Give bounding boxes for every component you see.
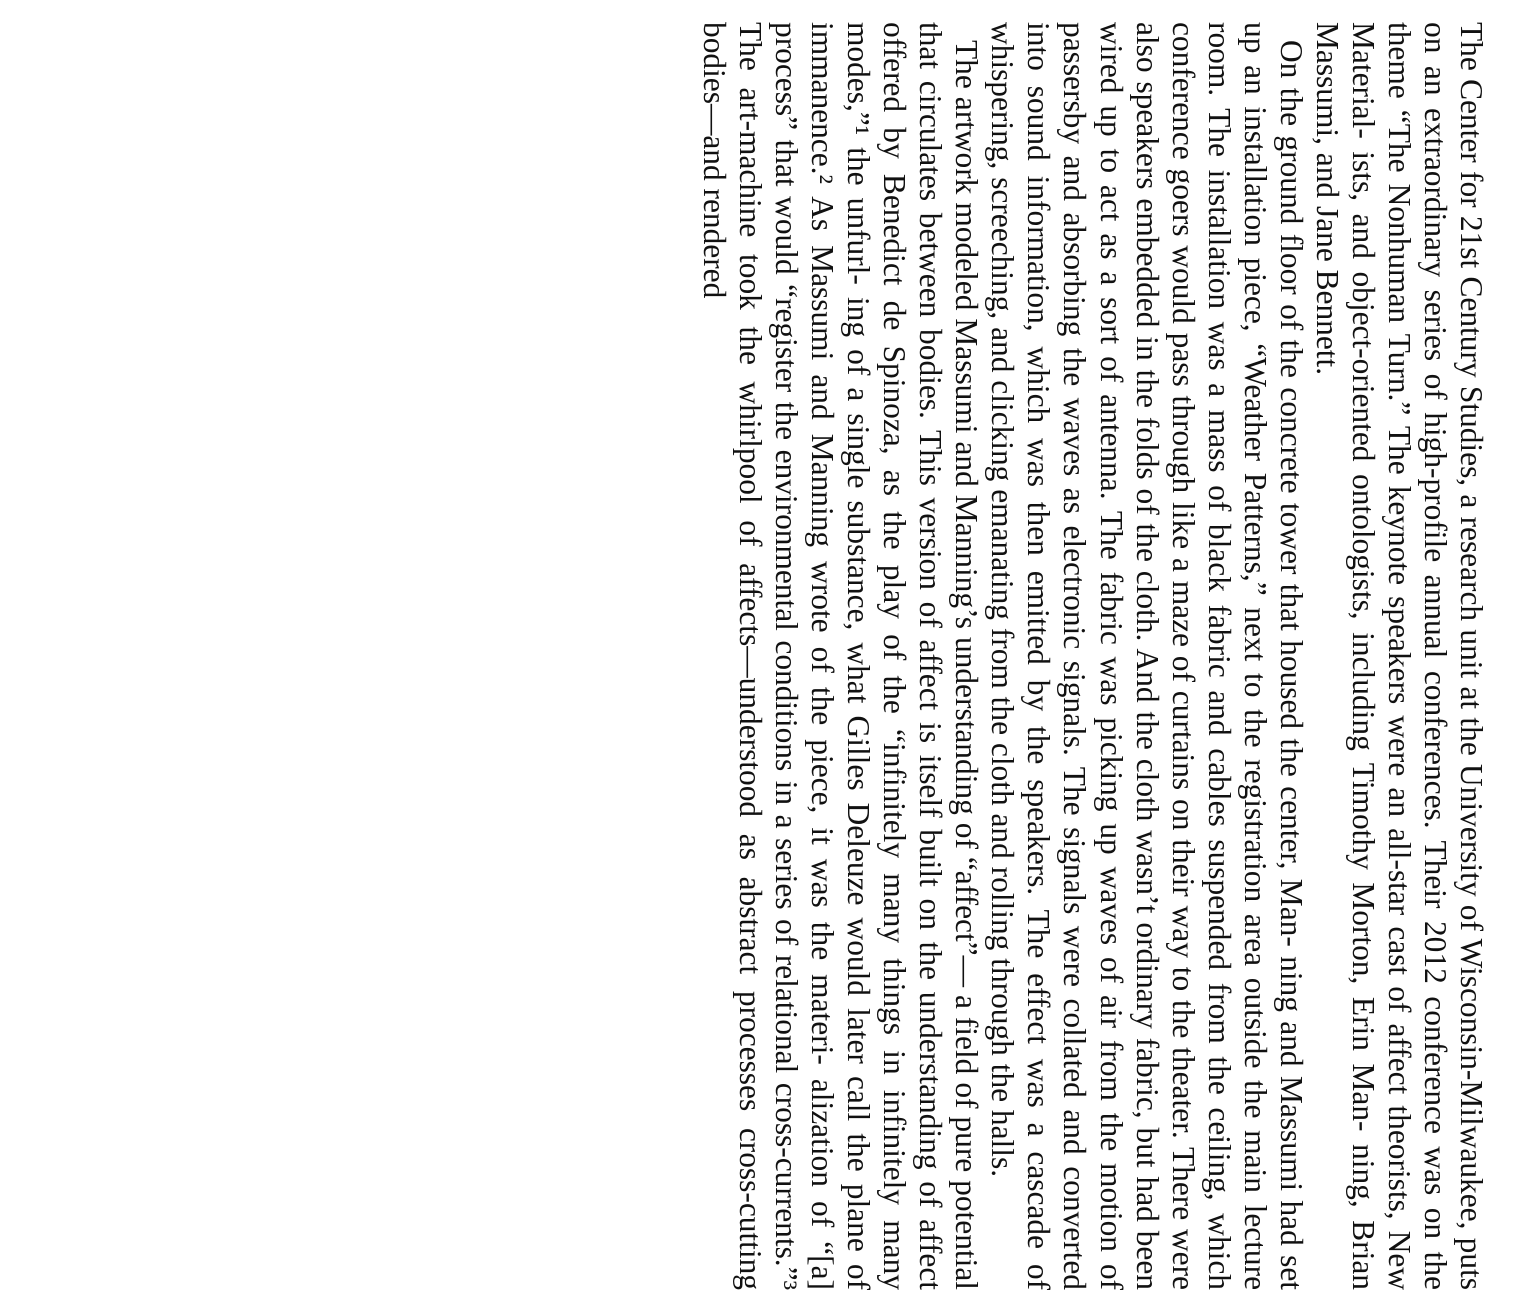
text-line: fabric was picking up waves of air from the motion of passersby and absorbing bbox=[1057, 22, 1129, 1290]
text-line: the play of the “infinitely many things in infinitely many modes,”¹ the unfurl- bbox=[841, 22, 913, 1290]
text-line: mass of black fabric and cables suspended from the ceiling, which conference bbox=[1165, 22, 1237, 1290]
text-line: conferences. Their 2012 conference was on the theme “The Nonhuman Turn.” bbox=[1381, 22, 1453, 1290]
text-line: affects—understood as abstract processes cross-cutting bodies—and rendered bbox=[697, 22, 769, 1291]
text-line: wasn’t ordinary fabric, but had been wired up to act as a sort of antenna. The bbox=[1093, 22, 1165, 1290]
text-line: sound information, which was then emitted by the speakers. The effect was a bbox=[1021, 85, 1057, 1152]
text-line: goers would pass through like a maze of curtains on their way to the theater. bbox=[1165, 168, 1201, 1147]
text-line: Wisconsin-Milwaukee, puts on an extraordinary series of high-profile annual bbox=[1417, 22, 1489, 1291]
text-line: ists, and object-oriented ontologists, including Timothy Morton, Erin Man- bbox=[1345, 151, 1381, 1145]
text-line: to the registration area outside the main lecture room. The installation was a bbox=[1201, 22, 1273, 1290]
text-line: ning, Brian Massumi, and Jane Bennett. bbox=[1309, 22, 1381, 1290]
text-line: immanence.² As Massumi and Manning wrote of the piece, it was the materi- bbox=[805, 22, 841, 1079]
paragraph-2 bbox=[984, 22, 1308, 1290]
text-line: The artwork modeled Massumi and Manning’s understanding of “affect”— bbox=[949, 40, 985, 995]
paragraph-3 bbox=[696, 22, 984, 1290]
text-line: The keynote speakers were an all-star cast of affect theorists, New Material- bbox=[1345, 22, 1417, 1290]
text-line: ning and Massumi had set up an installation piece, “Weather Patterns,” next bbox=[1237, 22, 1309, 1290]
text-line: the waves as electronic signals. The signals were collated and converted into bbox=[1021, 22, 1093, 1291]
text-line: cascade of whispering, screeching, and clicking emanating from the cloth and bbox=[985, 22, 1057, 1290]
body-text bbox=[696, 22, 1489, 1290]
text-line: ing of a single substance, what Gilles Deleuze would later call the plane of bbox=[841, 296, 877, 1290]
paragraph-1 bbox=[1309, 22, 1489, 1290]
text-line: On the ground floor of the concrete tower that housed the center, Man- bbox=[1273, 40, 1309, 957]
text-line: a field of pure potential that circulates between bodies. This version of affect bbox=[913, 22, 985, 1290]
text-line: alization of “[a] process” that would “register the environmental conditions in bbox=[769, 22, 841, 1290]
text-line: The Center for 21st Century Studies, a research unit at the University of bbox=[1454, 22, 1489, 939]
text-line: is itself built on the understanding of affect offered by Benedict de Spinoza, as bbox=[877, 22, 949, 1290]
text-line: a series of relational cross-currents.”³ The art-machine took the whirlpool of bbox=[733, 22, 805, 1290]
text-line: There were also speakers embedded in the folds of the cloth. And the cloth bbox=[1129, 22, 1201, 1290]
text-line: rolling through the halls. bbox=[985, 866, 1021, 1178]
